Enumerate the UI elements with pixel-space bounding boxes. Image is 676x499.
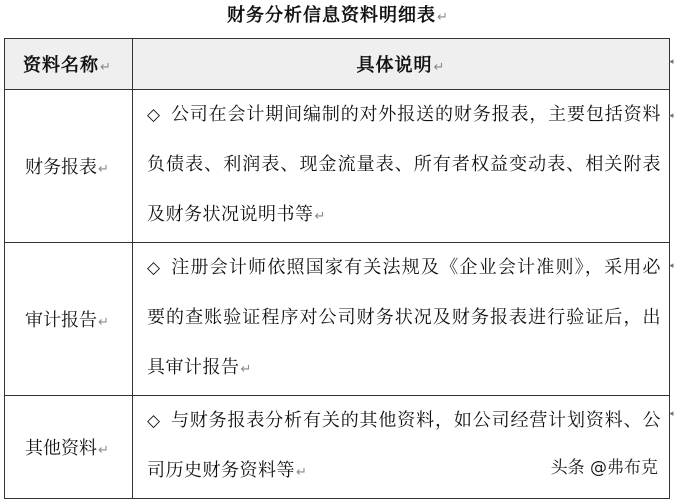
paragraph-mark-icon: ↵	[98, 315, 109, 330]
paragraph-mark-icon: ↵	[100, 60, 112, 75]
row-name-cell	[5, 90, 133, 243]
row-desc-text: 公司在会计期间编制的对外报送的财务报表，主要包括资料负债表、利润表、现金流量表、所有者权益变动表、相关附表及财务状况说明书等	[147, 104, 661, 225]
diamond-bullet-icon: ◇	[147, 105, 161, 125]
header-desc-label: 具体说明	[356, 55, 433, 76]
paragraph-mark-icon: ↵	[240, 362, 252, 377]
row-desc-cell	[133, 396, 670, 499]
table-row	[5, 90, 670, 243]
paragraph-mark-icon: ↵	[98, 443, 109, 458]
watermark-label: 头条 @弗布克	[547, 452, 662, 479]
row-end-marker-icon: ◂	[669, 409, 674, 419]
row-desc-text: 与财务报表分析有关的其他资料，如公司经营计划资料、公司历史财务资料等	[147, 410, 661, 481]
paragraph-mark-icon: ↵	[98, 162, 109, 177]
financial-info-table	[4, 38, 670, 499]
document-title	[0, 3, 676, 31]
table-header-row	[5, 39, 670, 90]
header-name-label: 资料名称	[23, 55, 99, 76]
paragraph-mark-icon: ↵	[296, 465, 308, 480]
paragraph-mark-icon: ↵	[433, 60, 446, 75]
row-name-label: 其他资料	[25, 438, 97, 459]
table-row	[5, 243, 670, 396]
diamond-bullet-icon: ◇	[147, 411, 161, 431]
row-end-marker-icon: ◂	[669, 111, 674, 121]
paragraph-mark-icon: ↵	[437, 10, 449, 25]
row-end-marker-icon: ◂	[669, 261, 674, 271]
row-name-cell	[5, 243, 133, 396]
diamond-bullet-icon: ◇	[147, 258, 162, 278]
row-name-label: 审计报告	[25, 310, 97, 331]
row-desc-text: 注册会计师依照国家有关法规及《企业会计准则》，采用必要的查账验证程序对公司财务状况及财务报表进行验证后，出具审计报告	[147, 257, 662, 378]
title-text: 财务分析信息资料明细表	[227, 5, 437, 26]
row-end-marker-icon: ◂	[669, 57, 674, 67]
row-name-cell	[5, 396, 133, 499]
table-row	[5, 396, 670, 499]
row-name-label: 财务报表	[25, 157, 97, 178]
paragraph-mark-icon: ↵	[314, 209, 326, 224]
header-name-cell	[5, 39, 133, 90]
row-desc-cell	[133, 90, 670, 243]
header-desc-cell	[133, 39, 670, 90]
row-desc-cell	[133, 243, 670, 396]
